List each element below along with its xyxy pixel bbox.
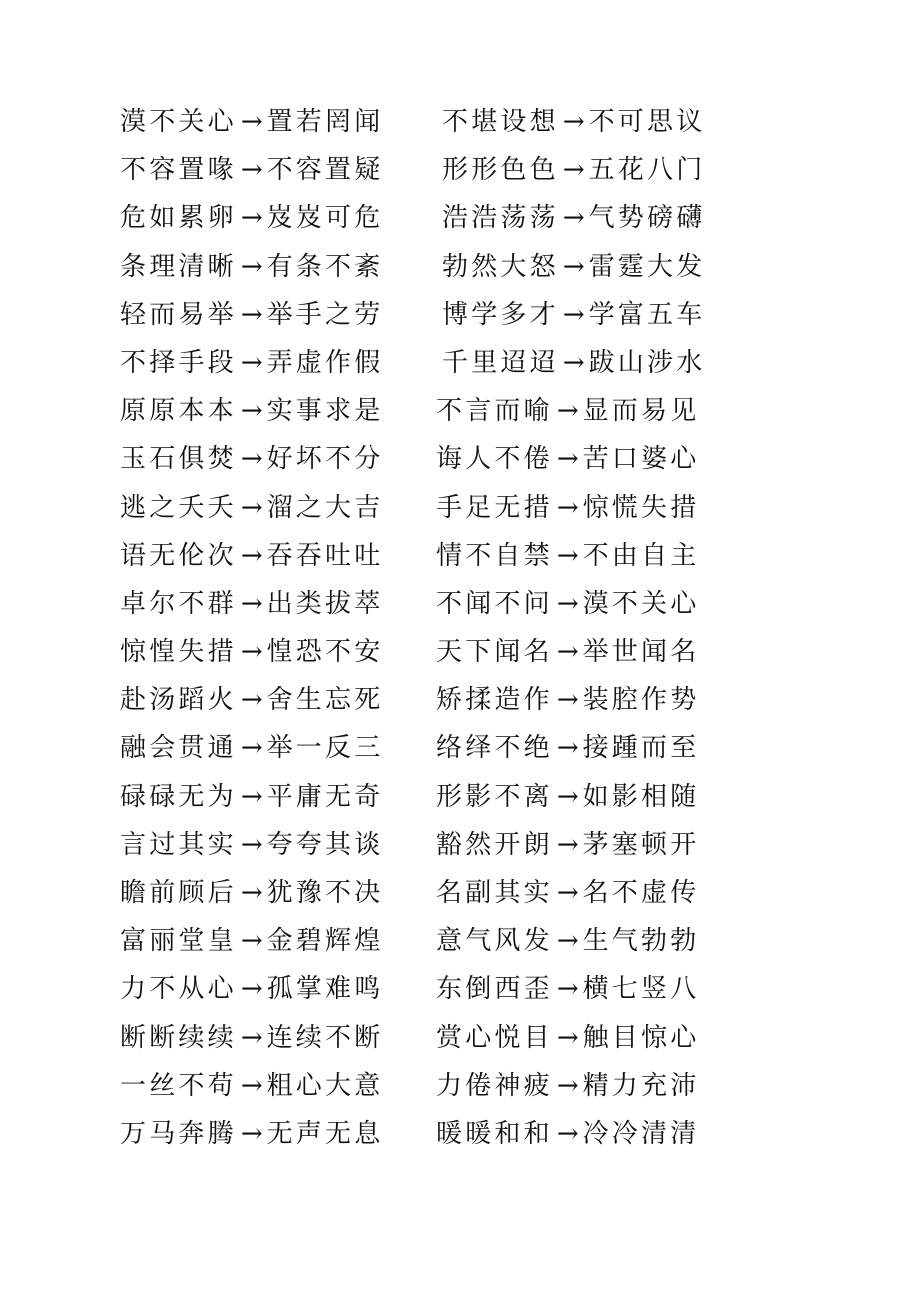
idiom-pair-left [120,628,383,676]
idiom-pair-right [436,387,699,435]
idiom-target: 装腔作势 [582,685,700,716]
idiom-pair-left [120,773,383,821]
idiom-source: 赴汤蹈火 [120,685,237,716]
idiom-row [120,484,760,532]
idiom-pair-right [436,773,699,821]
idiom-target: 好坏不分 [266,444,384,475]
idiom-source: 瞻前顾后 [120,878,237,908]
idiom-target: 置若罔闻 [266,107,384,137]
idiom-pair-left [120,98,383,146]
idiom-target: 惊慌失措 [582,492,700,523]
arrow-icon: → [562,107,585,137]
idiom-pair-right [442,146,705,194]
idiom-source: 万马奔腾 [120,1118,237,1149]
idiom-source: 诲人不倦 [436,444,553,475]
idiom-source: 不容置喙 [120,155,237,186]
idiom-source: 千里迢迢 [442,347,559,378]
idiom-source: 力不从心 [120,974,237,1005]
arrow-icon: → [556,878,579,908]
idiom-target: 雷霆大发 [588,251,706,282]
arrow-icon: → [240,878,263,908]
idiom-row [120,194,760,242]
idiom-target: 显而易见 [582,396,700,427]
idiom-row [120,339,760,387]
idiom-pair-right [436,724,699,772]
arrow-icon: → [556,588,579,619]
arrow-icon: → [556,733,579,764]
idiom-pair-right [436,1014,699,1062]
idiom-target: 横七竖八 [582,974,700,1005]
arrow-icon: → [556,637,579,668]
idiom-target: 犹豫不决 [266,878,384,908]
idiom-target: 不容置疑 [266,155,384,186]
arrow-icon: → [562,347,585,378]
idiom-row [120,98,760,146]
arrow-icon: → [240,829,263,860]
idiom-pair-right [436,628,699,676]
idiom-pair-left [120,387,383,435]
idiom-source: 漠不关心 [120,107,237,137]
idiom-pair-left [120,724,383,772]
idiom-source: 名副其实 [436,878,553,908]
arrow-icon: → [240,396,263,427]
arrow-icon: → [240,203,263,234]
idiom-row [120,821,760,869]
idiom-source: 意气风发 [436,926,553,957]
arrow-icon: → [240,637,263,668]
idiom-source: 言过其实 [120,829,237,860]
idiom-row [120,869,760,917]
arrow-icon: → [240,781,263,812]
idiom-target: 跋山涉水 [588,347,706,378]
idiom-source: 天下闻名 [436,637,553,668]
arrow-icon: → [556,974,579,1005]
idiom-pair-right [442,291,705,339]
idiom-pair-left [120,243,383,291]
idiom-source: 赏心悦目 [436,1022,553,1053]
idiom-source: 碌碌无为 [120,781,237,812]
idiom-pair-left [120,194,383,242]
idiom-source: 轻而易举 [120,299,237,330]
idiom-pair-left [120,146,383,194]
idiom-pair-left [120,580,383,628]
idiom-pair-right [436,435,699,483]
idiom-pair-right [442,194,705,242]
idiom-pair-left [120,869,383,917]
idiom-source: 勃然大怒 [442,251,559,282]
arrow-icon: → [240,588,263,619]
idiom-target: 如影相随 [582,781,700,812]
idiom-source: 博学多才 [442,299,559,330]
idiom-pair-left [120,435,383,483]
idiom-pair-left [120,1062,383,1110]
idiom-pair-left [120,291,383,339]
idiom-target: 岌岌可危 [266,203,384,234]
idiom-row [120,724,760,772]
idiom-row [120,628,760,676]
idiom-source: 形影不离 [436,781,553,812]
arrow-icon: → [240,733,263,764]
idiom-row [120,917,760,965]
idiom-target: 举手之劳 [266,299,384,330]
idiom-source: 暖暖和和 [436,1118,553,1149]
idiom-target: 精力充沛 [582,1070,700,1101]
arrow-icon: → [240,155,263,186]
idiom-row [120,676,760,724]
idiom-target: 弄虚作假 [266,347,384,378]
idiom-pair-left [120,532,383,580]
idiom-target: 苦口婆心 [582,444,700,475]
idiom-source: 逃之夭夭 [120,492,237,523]
idiom-row [120,1062,760,1110]
idiom-source: 浩浩荡荡 [442,203,559,234]
idiom-pair-left [120,965,383,1013]
arrow-icon: → [562,155,585,186]
idiom-source: 手足无措 [436,492,553,523]
idiom-row [120,580,760,628]
arrow-icon: → [240,107,263,137]
arrow-icon: → [556,781,579,812]
idiom-pair-right [442,98,705,146]
idiom-source: 不堪设想 [442,107,559,137]
arrow-icon: → [556,1022,579,1053]
idiom-source: 玉石俱焚 [120,444,237,475]
arrow-icon: → [240,347,263,378]
arrow-icon: → [240,444,263,475]
idiom-target: 触目惊心 [582,1022,700,1053]
idiom-target: 气势磅礴 [588,203,706,234]
idiom-pair-right [436,917,699,965]
idiom-source: 语无伦次 [120,540,237,571]
idiom-pair-right [436,580,699,628]
idiom-target: 茅塞顿开 [582,829,700,860]
arrow-icon: → [556,444,579,475]
idiom-source: 形形色色 [442,155,559,186]
idiom-target: 冷冷清清 [582,1118,700,1149]
arrow-icon: → [240,251,263,282]
idiom-target: 粗心大意 [266,1070,384,1101]
idiom-row [120,532,760,580]
arrow-icon: → [562,203,585,234]
arrow-icon: → [556,492,579,523]
arrow-icon: → [240,685,263,716]
arrow-icon: → [556,685,579,716]
idiom-pair-left [120,821,383,869]
idiom-pair-right [436,869,699,917]
idiom-source: 危如累卵 [120,203,237,234]
idiom-target: 吞吞吐吐 [266,540,384,571]
idiom-pair-left [120,1110,383,1158]
idiom-pair-right [436,484,699,532]
idiom-target: 不由自主 [582,540,700,571]
idiom-source: 条理清晰 [120,251,237,282]
idiom-row [120,291,760,339]
idiom-source: 力倦神疲 [436,1070,553,1101]
idiom-target: 平庸无奇 [266,781,384,812]
arrow-icon: → [556,926,579,957]
idiom-source: 一丝不苟 [120,1070,237,1101]
idiom-pair-right [436,821,699,869]
idiom-source: 东倒西歪 [436,974,553,1005]
arrow-icon: → [562,251,585,282]
idiom-target: 举一反三 [266,733,384,764]
idiom-target: 连续不断 [266,1022,384,1053]
idiom-source: 惊惶失措 [120,637,237,668]
idiom-target: 生气勃勃 [582,926,700,957]
idiom-source: 络绎不绝 [436,733,553,764]
idiom-source: 矫揉造作 [436,685,553,716]
idiom-source: 不言而喻 [436,396,553,427]
idiom-source: 不闻不问 [436,588,553,619]
idiom-pair-right [436,1110,699,1158]
arrow-icon: → [240,540,263,571]
idiom-source: 情不自禁 [436,540,553,571]
arrow-icon: → [240,492,263,523]
arrow-icon: → [240,1070,263,1101]
idiom-row [120,1110,760,1158]
idiom-pair-right [436,532,699,580]
idiom-pair-left [120,676,383,724]
arrow-icon: → [556,1118,579,1149]
arrow-icon: → [240,299,263,330]
idiom-pair-left [120,917,383,965]
arrow-icon: → [556,829,579,860]
idiom-source: 卓尔不群 [120,588,237,619]
idiom-row [120,773,760,821]
arrow-icon: → [556,396,579,427]
idiom-pair-left [120,484,383,532]
idiom-target: 有条不紊 [266,251,384,282]
idiom-target: 接踵而至 [582,733,700,764]
idiom-row [120,965,760,1013]
idiom-source: 豁然开朗 [436,829,553,860]
idiom-target: 夸夸其谈 [266,829,384,860]
arrow-icon: → [562,299,585,330]
idiom-target: 实事求是 [266,396,384,427]
idiom-row [120,1014,760,1062]
idiom-pair-left [120,339,383,387]
idiom-pair-right [436,1062,699,1110]
idiom-target: 不可思议 [588,107,706,137]
arrow-icon: → [240,1022,263,1053]
idiom-target: 漠不关心 [582,588,700,619]
idiom-row [120,243,760,291]
idiom-target: 名不虚传 [582,878,700,908]
idiom-source: 断断续续 [120,1022,237,1053]
idiom-source: 原原本本 [120,396,237,427]
idiom-pair-left [120,1014,383,1062]
arrow-icon: → [240,1118,263,1149]
idiom-row [120,435,760,483]
idiom-target: 出类拔萃 [266,588,384,619]
idiom-target: 惶恐不安 [266,637,384,668]
idiom-target: 学富五车 [588,299,706,330]
idiom-source: 融会贯通 [120,733,237,764]
idiom-target: 舍生忘死 [266,685,384,716]
arrow-icon: → [240,926,263,957]
idiom-pair-right [436,676,699,724]
idiom-row [120,387,760,435]
arrow-icon: → [556,1070,579,1101]
idiom-target: 五花八门 [588,155,706,186]
arrow-icon: → [556,540,579,571]
idiom-pair-right [442,339,705,387]
idiom-source: 不择手段 [120,347,237,378]
idiom-target: 金碧辉煌 [266,926,384,957]
idiom-row [120,146,760,194]
idiom-pair-right [442,243,705,291]
idiom-target: 无声无息 [266,1118,384,1149]
idiom-target: 举世闻名 [582,637,700,668]
idiom-pair-right [436,965,699,1013]
idiom-target: 溜之大吉 [266,492,384,523]
idiom-target: 孤掌难鸣 [266,974,384,1005]
idiom-source: 富丽堂皇 [120,926,237,957]
idiom-pair-list [120,98,760,1158]
arrow-icon: → [240,974,263,1005]
